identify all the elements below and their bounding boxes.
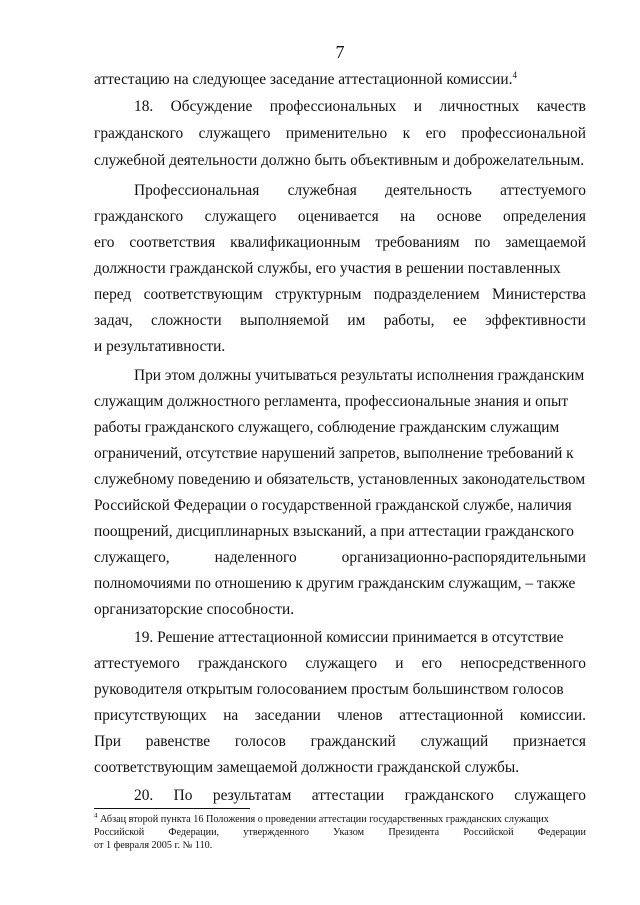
word: деятельность [385,182,472,199]
word: утвержденного [243,827,309,838]
page-number: 7 [335,42,345,62]
text-line-p20-1 [134,786,586,806]
word: аттестации [311,787,385,804]
word: работы, [383,312,435,329]
word: аттестуемого [94,655,180,672]
footnote-rule [94,808,250,809]
word: требованиям [375,234,460,251]
word: руководителя открытым голосованием простым большинством голосов [94,681,564,698]
word: служащего [198,125,271,142]
word: применительно [285,125,388,142]
word: служащего [204,208,277,225]
word: гражданского [404,787,494,804]
word: основе [436,208,482,225]
word: на [223,707,239,724]
word: соответствия [129,234,216,251]
text-line-p19-5 [94,732,586,752]
word: Профессиональная [134,182,260,199]
word: По [173,787,193,804]
text-line-p19-3 [94,680,586,700]
word: им [347,312,366,329]
word: гражданского [94,125,184,142]
footnote-mark: 4 [94,813,98,820]
text-line-p19-1 [134,628,586,648]
word: служащим должностного регламента, профессиональные знания и опыт [94,393,569,410]
word: работы гражданского служащего, соблюдение гражданским служащим [94,419,560,436]
word: Российской [94,827,145,838]
word: гражданского [94,208,184,225]
text-line-1: аттестацию на следующее заседание аттестационной комиссии.$^4$ [94,70,517,88]
text-line-prof-4 [94,259,586,279]
word: организаторские способности. [94,601,295,618]
text-line-also-7 [94,522,586,542]
text-line-also-3 [94,418,586,438]
text-line-prof-1 [134,181,586,201]
word: наделенного [214,549,297,566]
word: гражданский [310,733,396,750]
text-line-p19-2 [94,654,586,674]
text-line-p19-6 [94,758,586,778]
word: поощрений, дисциплинарных взысканий, а при аттестации гражданского [94,523,574,540]
word: Федерации, [168,827,220,838]
word: и [395,655,404,672]
word: и результативности. [94,338,226,355]
text-line-p18-1 [134,97,586,117]
word: оценивается [297,208,379,225]
text-line-prof-2 [94,207,586,227]
text-line-prof-7 [94,337,586,357]
word: гражданского [197,655,288,672]
word: Российской Федерации о государственной гражданской службе, наличия [94,497,572,514]
word: служащий [420,733,489,750]
word: замещаемой [505,234,586,251]
word: соответствующим [143,286,263,303]
word: перед [94,286,132,303]
word: структурным [274,286,362,303]
word: полномочиями по отношению к другим гражданским служащим, – также [94,575,576,592]
word: При этом должны учитываться результаты исполнения гражданским [134,367,585,384]
word: непосредственного [460,655,586,672]
word: служащего [305,655,378,672]
word: его [425,125,447,142]
word: задач, [94,312,133,329]
word: 20. [134,787,154,804]
word: его [421,655,443,672]
word: служебной деятельности должно быть объективным и доброжелательным. [94,152,585,169]
word: аттестуемого [500,182,586,199]
word: качеств [536,98,586,115]
word: аттестационной [399,707,504,724]
word: Российской [463,827,514,838]
text-line-also-1 [134,366,586,386]
word: заседании [254,707,321,724]
word: подразделением [373,286,480,303]
text-line-also-2 [94,392,586,412]
word: организационно-распорядительными [341,549,586,566]
word: профессиональных [269,98,397,115]
word: соответствующим замещаемой должности гражданской службы. [94,759,520,776]
word: по [474,234,491,251]
word: личностных [439,98,520,115]
text-line-p19-4 [94,706,586,726]
word: Указом [333,827,365,838]
word: ее [452,312,467,329]
word: служащего, [94,549,170,566]
word: выполняемой [240,312,329,329]
text-line-prof-5 [94,285,586,305]
word: служащего [514,787,586,804]
text-line-also-8 [94,548,586,568]
word: на [400,208,416,225]
word: служебная [287,182,357,199]
word: При [94,733,122,750]
text-line-also-6 [94,496,586,516]
word: к [402,125,411,142]
text-line-also-5 [94,470,586,490]
word: Федерации [537,827,586,838]
word: должности гражданской службы, его участия в решении поставленных [94,260,561,277]
text-line-also-10 [94,600,586,620]
word: результатам [212,787,292,804]
text-line-also-4 [94,444,586,464]
word: сложности [151,312,222,329]
text-line-p18-3 [94,151,586,171]
word: 18. [134,98,154,115]
word: Министерства [492,286,586,303]
word: его [94,234,115,251]
word: присутствующих [94,707,207,724]
word: квалификационным [230,234,361,251]
word: признается [513,733,586,750]
text-line-also-9 [94,574,586,594]
word: Президента [388,827,440,838]
word: и [413,98,423,115]
footnote-line-2 [94,826,586,839]
word: членов [337,707,383,724]
text-line-prof-6 [94,311,586,331]
footnote-line-3: от 1 февраля 2005 г. № 110. [94,840,213,851]
text-line-prof-3 [94,233,586,253]
word: комиссии. [519,707,586,724]
word: определения [503,208,586,225]
word: служебному поведению и обязательств, установленных законодательством [94,471,586,488]
footnote-line-1: $^4$ Абзац второй пункта 16 Положения о проведении аттестации государственных гражданских служащих [94,813,549,825]
footnote-ref: 4 [512,70,517,80]
word: профессиональной [461,125,586,142]
word: эффективности [485,312,586,329]
word: 19. Решение аттестационной комиссии принимается в отсутствие [134,629,564,646]
word: ограничений, отсутствие нарушений запретов, выполнение требований к [94,445,574,462]
word: голосов [234,733,286,750]
word: Обсуждение [170,98,253,115]
word: равенстве [145,733,211,750]
text-line-p18-2 [94,124,586,144]
